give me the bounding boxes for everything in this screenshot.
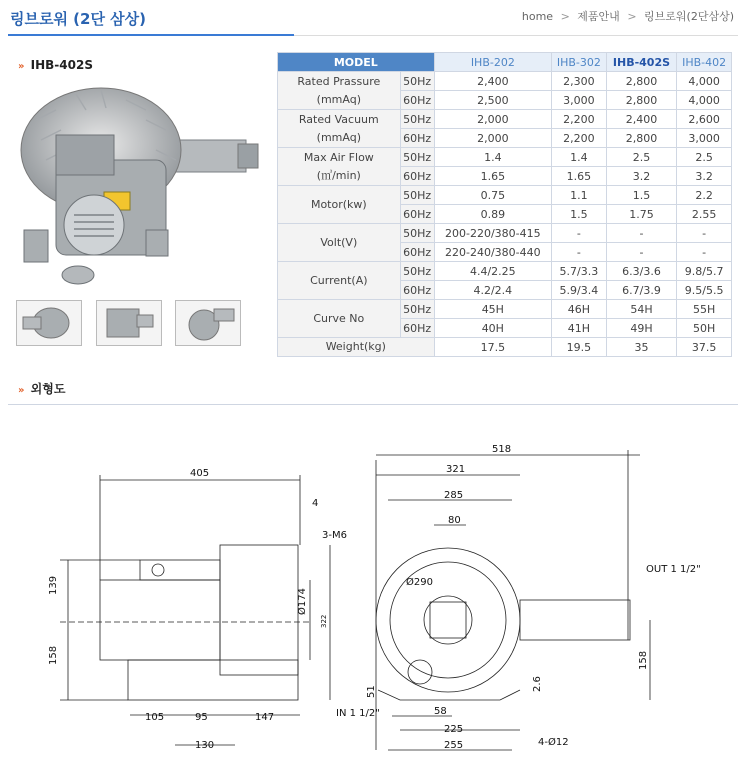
spec-value-cell: - [552, 243, 607, 262]
title-underline [8, 34, 294, 36]
frequency-cell: 50Hz [400, 224, 434, 243]
spec-row-label: Motor(kw) [278, 186, 401, 224]
spec-value-cell: 49H [606, 319, 677, 338]
spec-value-cell: 2,000 [434, 110, 551, 129]
outline-drawing [0, 420, 746, 762]
spec-value-cell: 45H [434, 300, 551, 319]
spec-value-cell: 1.4 [552, 148, 607, 167]
thumbnail-3[interactable] [175, 300, 241, 346]
svg-text:518: 518 [492, 444, 512, 455]
side-motor-body [100, 580, 220, 660]
table-row [278, 262, 732, 281]
svg-text:OUT 1 1/2": OUT 1 1/2" [646, 564, 701, 575]
model-header: MODEL [278, 53, 435, 72]
side-housing [220, 545, 298, 675]
spec-value-cell: - [552, 224, 607, 243]
svg-text:105: 105 [145, 712, 165, 723]
spec-value-cell: 0.89 [434, 205, 551, 224]
svg-text:4-Ø12: 4-Ø12 [538, 737, 569, 748]
spec-value-cell: - [606, 243, 677, 262]
svg-text:IN 1 1/2": IN 1 1/2" [336, 708, 380, 719]
spec-value-cell: 200-220/380-415 [434, 224, 551, 243]
svg-text:158: 158 [48, 645, 59, 665]
spec-value-cell: 2,400 [434, 72, 551, 91]
spec-value-cell: 1.1 [552, 186, 607, 205]
header-divider [294, 35, 738, 36]
svg-text:321: 321 [446, 464, 466, 475]
side-base [128, 660, 298, 700]
spec-row-label: Weight(kg) [278, 338, 435, 357]
spec-value-cell: 1.4 [434, 148, 551, 167]
outline-title: 외형도 [30, 382, 66, 396]
spec-value-cell: - [606, 224, 677, 243]
spec-value-cell: 4,000 [677, 91, 732, 110]
frequency-cell: 60Hz [400, 319, 434, 338]
spec-value-cell: 2,800 [606, 72, 677, 91]
spec-value-cell: 2.2 [677, 186, 732, 205]
model-column-header: IHB-302 [552, 53, 607, 72]
spec-value-cell: - [677, 224, 732, 243]
svg-text:139: 139 [48, 575, 59, 595]
product-label [18, 58, 93, 72]
spec-value-cell: 3.2 [677, 167, 732, 186]
frequency-cell: 50Hz [400, 72, 434, 91]
table-row [278, 72, 732, 91]
spec-value-cell: 2.55 [677, 205, 732, 224]
spec-row-label: Curve No [278, 300, 401, 338]
spec-value-cell: 9.5/5.5 [677, 281, 732, 300]
thumbnail-image [17, 301, 81, 345]
model-column-header: IHB-402S [606, 53, 677, 72]
product-image [16, 80, 266, 292]
spec-row-label: Rated Prassure (mmAq) [278, 72, 401, 110]
front-fan-cover [424, 596, 472, 644]
frequency-cell: 60Hz [400, 129, 434, 148]
front-grille [430, 602, 466, 638]
spec-value-cell: 9.8/5.7 [677, 262, 732, 281]
svg-text:147: 147 [255, 712, 275, 723]
table-row [278, 186, 732, 205]
table-row [278, 338, 732, 357]
spec-value-cell: 3.2 [606, 167, 677, 186]
frequency-cell: 50Hz [400, 186, 434, 205]
spec-value-cell: 3,000 [677, 129, 732, 148]
double-arrow-icon: » [18, 61, 23, 72]
model-column-header: IHB-402 [677, 53, 732, 72]
svg-text:225: 225 [444, 724, 464, 735]
spec-value-cell: - [677, 243, 732, 262]
double-arrow-icon: » [18, 385, 23, 396]
spec-value-cell: 1.5 [552, 205, 607, 224]
table-row [278, 224, 732, 243]
side-bolt [152, 564, 164, 576]
spec-value-cell: 1.65 [434, 167, 551, 186]
spec-value-cell: 1.65 [552, 167, 607, 186]
spec-value-cell: 220-240/380-440 [434, 243, 551, 262]
spec-value-cell: 37.5 [677, 338, 732, 357]
outline-section-label [18, 380, 65, 397]
spec-value-cell: 0.75 [434, 186, 551, 205]
spec-value-cell: 55H [677, 300, 732, 319]
thumbnail-image [97, 301, 161, 345]
frequency-cell: 50Hz [400, 148, 434, 167]
svg-text:130: 130 [195, 740, 215, 751]
front-inlet [408, 660, 432, 684]
thumbnail-1[interactable] [16, 300, 82, 346]
svg-text:2.6: 2.6 [532, 676, 543, 692]
spec-value-cell: 46H [552, 300, 607, 319]
model-column-header: IHB-202 [434, 53, 551, 72]
spec-value-cell: 2,200 [552, 110, 607, 129]
chevron-right-icon: > [560, 10, 570, 23]
spec-value-cell: 17.5 [434, 338, 551, 357]
spec-value-cell: 2.5 [677, 148, 732, 167]
spec-value-cell: 6.3/3.6 [606, 262, 677, 281]
spec-value-cell: 2,800 [606, 91, 677, 110]
spec-value-cell: 50H [677, 319, 732, 338]
spec-value-cell: 40H [434, 319, 551, 338]
thumbnail-2[interactable] [96, 300, 162, 346]
spec-value-cell: 2,800 [606, 129, 677, 148]
product-model-name: IHB-402S [30, 58, 93, 72]
front-housing [376, 548, 520, 692]
svg-text:3-M6: 3-M6 [322, 530, 347, 541]
page-header [0, 0, 746, 38]
spec-value-cell: 2,600 [677, 110, 732, 129]
table-header-row [278, 53, 732, 72]
svg-text:58: 58 [434, 706, 447, 717]
frequency-cell: 60Hz [400, 167, 434, 186]
table-row [278, 148, 732, 167]
page-title: 링브로워 (2단 삼상) [10, 10, 147, 28]
frequency-cell: 60Hz [400, 243, 434, 262]
frequency-cell: 60Hz [400, 91, 434, 110]
svg-text:405: 405 [190, 468, 210, 479]
frequency-cell: 50Hz [400, 300, 434, 319]
spec-table [277, 52, 732, 357]
front-outlet-pipe [520, 600, 630, 640]
svg-text:80: 80 [448, 515, 461, 526]
spec-value-cell: 2,400 [606, 110, 677, 129]
svg-text:4: 4 [312, 498, 319, 509]
spec-value-cell: 35 [606, 338, 677, 357]
breadcrumb-current: 링브로워(2단삼상) [644, 10, 734, 23]
breadcrumb-products[interactable]: 제품안내 [577, 10, 620, 23]
spec-value-cell: 5.9/3.4 [552, 281, 607, 300]
svg-text:Ø174: Ø174 [297, 588, 308, 615]
spec-value-cell: 4.4/2.25 [434, 262, 551, 281]
spec-value-cell: 2,000 [434, 129, 551, 148]
svg-text:255: 255 [444, 740, 464, 751]
breadcrumb-home[interactable]: home [521, 10, 554, 23]
svg-text:95: 95 [195, 712, 208, 723]
spec-value-cell: 2,200 [552, 129, 607, 148]
spec-value-cell: 4,000 [677, 72, 732, 91]
frequency-cell: 60Hz [400, 205, 434, 224]
spec-value-cell: 5.7/3.3 [552, 262, 607, 281]
section-divider [8, 404, 738, 405]
spec-row-label: Rated Vacuum (mmAq) [278, 110, 401, 148]
spec-value-cell: 2,300 [552, 72, 607, 91]
spec-value-cell: 3,000 [552, 91, 607, 110]
svg-text:51: 51 [366, 685, 377, 698]
spec-value-cell: 4.2/2.4 [434, 281, 551, 300]
spec-row-label: Current(A) [278, 262, 401, 300]
spec-value-cell: 19.5 [552, 338, 607, 357]
spec-value-cell: 2,500 [434, 91, 551, 110]
svg-text:158: 158 [638, 650, 649, 670]
spec-value-cell: 41H [552, 319, 607, 338]
frequency-cell: 60Hz [400, 281, 434, 300]
frequency-cell: 50Hz [400, 110, 434, 129]
frequency-cell: 50Hz [400, 262, 434, 281]
spec-row-label: Max Air Flow (㎥/min) [278, 148, 401, 186]
spec-value-cell: 2.5 [606, 148, 677, 167]
spec-value-cell: 54H [606, 300, 677, 319]
chevron-right-icon: > [627, 10, 637, 23]
svg-text:285: 285 [444, 490, 464, 501]
table-row [278, 300, 732, 319]
thumbnail-image [176, 301, 240, 345]
svg-text:322: 322 [320, 614, 328, 628]
table-row [278, 110, 732, 129]
spec-value-cell: 1.5 [606, 186, 677, 205]
spec-value-cell: 1.75 [606, 205, 677, 224]
svg-text:Ø290: Ø290 [406, 577, 433, 588]
spec-value-cell: 6.7/3.9 [606, 281, 677, 300]
spec-row-label: Volt(V) [278, 224, 401, 262]
breadcrumb [522, 8, 734, 24]
